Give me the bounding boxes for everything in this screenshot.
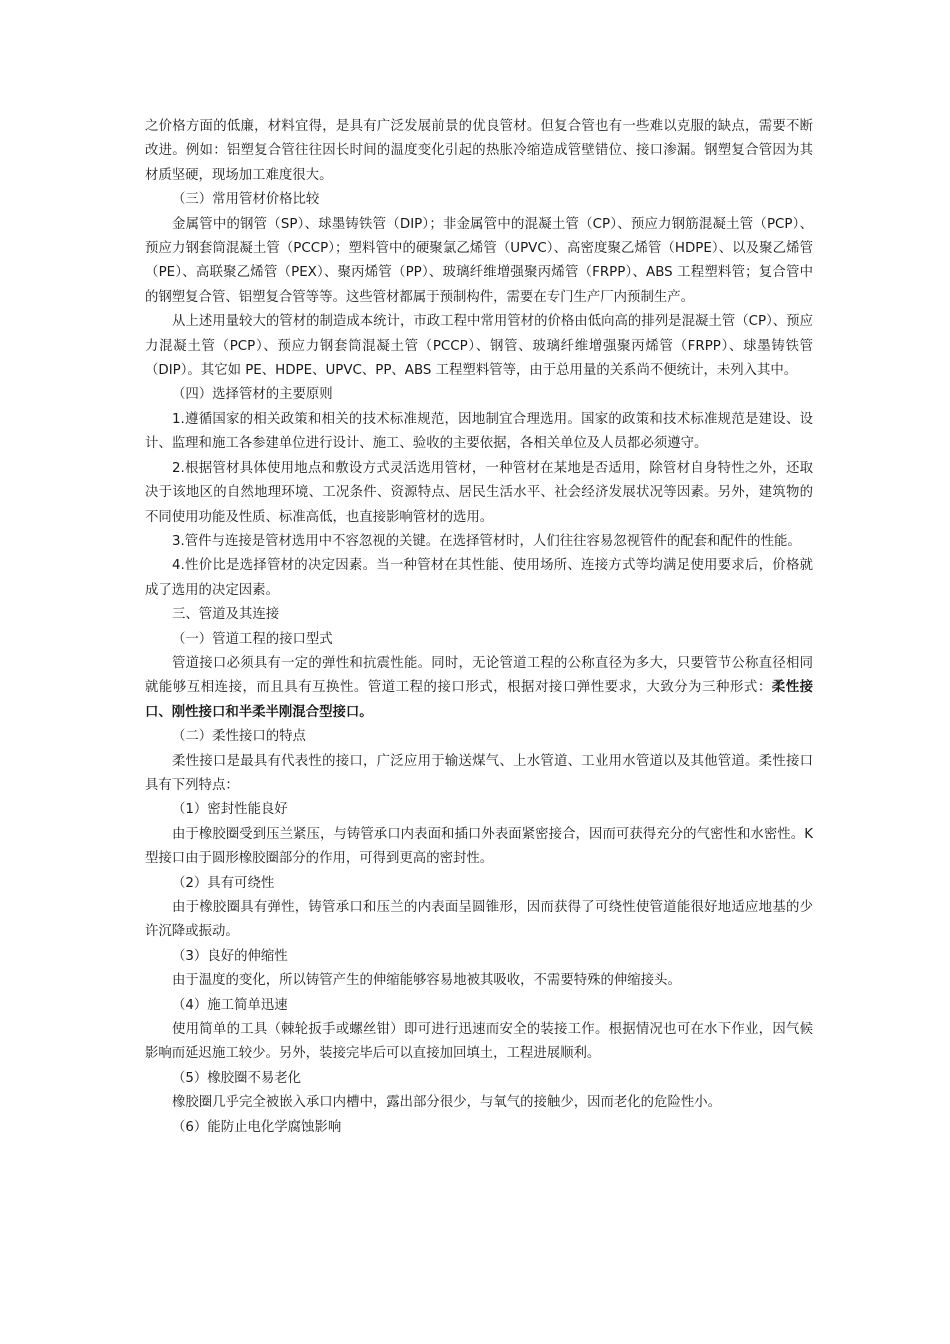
paragraph	[145, 652, 813, 725]
paragraph: 由于橡胶圈具有弹性，铸管承口和压兰的内表面呈圆锥形，因而获得了可绕性使管道能很好地适应地基的少许沉降或振动。	[145, 900, 813, 940]
subheading: （4）施工简单迅速	[172, 997, 288, 1013]
subheading: （6）能防止电化学腐蚀影响	[172, 1119, 342, 1135]
subheading: （1）密封性能良好	[172, 802, 288, 818]
section-heading: （二）柔性接口的特点	[172, 729, 306, 745]
list-item: 3.管件与连接是管材选用中不容忽视的关键。在选择管材时，人们往往容易忽视管件的配套和配件的性能。	[172, 533, 801, 549]
list-item: 1.遵循国家的相关政策和相关的技术标准规范，因地制宜合理选用。国家的政策和技术标准规范是建设、设计、监理和施工各参建单位进行设计、施工、验收的主要依据，各相关单位及人员都必须遵守。	[145, 411, 813, 452]
document-body	[145, 115, 813, 1140]
paragraph: 金属管中的钢管（SP）、球墨铸铁管（DIP）；非金属管中的混凝土管（CP）、预应力钢筋混凝土管（PCP）、预应力钢套筒混凝土管（PCCP）；塑料管中的硬聚氯乙烯管（UPVC）、高密度聚乙烯管（HDPE）、以及聚乙烯管（PE）、高联聚乙烯管（PEX）、聚丙烯管（PP）、玻璃纤维增强聚丙烯管（FRPP）、ABS 工程塑料管；复合管中的钢塑复合管、铝塑复合管等等。这些管材都属于预制构件，需要在专门生产厂内预制生产。	[145, 216, 813, 305]
paragraph-text: 管道接口必须具有一定的弹性和抗震性能。同时，无论管道工程的公称直径为多大，只要管节公称直径相同就能够互相连接，而且具有互换性。管道工程的接口形式，根据对接口弹性要求，大致分为三种形式：	[145, 655, 813, 696]
paragraph: 柔性接口是最具有代表性的接口，广泛应用于输送煤气、上水管道、工业用水管道以及其他管道。柔性接口具有下列特点：	[145, 753, 813, 793]
chapter-heading: 三、管道及其连接	[172, 607, 280, 623]
subheading: （5）橡胶圈不易老化	[172, 1070, 302, 1086]
paragraph: 从上述用量较大的管材的制造成本统计，市政工程中常用管材的价格由低向高的排列是混凝土管（CP）、预应力混凝土管（PCP）、预应力钢套筒混凝土管（PCCP）、钢管、玻璃纤维增强聚丙烯管（FRPP）、球墨铸铁管（DIP）。其它如 PE、HDPE、UPVC、PP、ABS 工程塑料管等，由于总用量的关系尚不便统计，未列入其中。	[145, 314, 813, 379]
list-item: 2.根据管材具体使用地点和敷设方式灵活选用管材，一种管材在某地是否适用，除管材自身特性之外，还取决于该地区的自然地理环境、工况条件、资源特点、居民生活水平、社会经济发展状况等因素。另外，建筑物的不同使用功能及性质、标准高低，也直接影响管材的选用。	[145, 460, 813, 525]
paragraph: 之价格方面的低廉，材料宜得，是具有广泛发展前景的优良管材。但复合管也有一些难以克服的缺点，需要不断改进。例如：铝塑复合管往往因长时间的温度变化引起的热胀冷缩造成管壁错位、接口渗漏。钢塑复合管因为其材质坚硬，现场加工难度很大。	[145, 119, 813, 183]
paragraph: 由于橡胶圈受到压兰紧压，与铸管承口内表面和插口外表面紧密接合，因而可获得充分的气密性和水密性。K 型接口由于圆形橡胶圈部分的作用，可得到更高的密封性。	[145, 826, 813, 867]
section-heading: （三）常用管材价格比较	[172, 192, 320, 208]
paragraph: 使用简单的工具（棘轮扳手或螺丝钳）即可进行迅速而安全的装接工作。根据情况也可在水下作业，因气候影响而延迟施工较少。另外，装接完毕后可以直接加回填土，工程进展顺利。	[145, 1022, 813, 1062]
section-heading: （一）管道工程的接口型式	[172, 631, 333, 647]
section-heading: （四）选择管材的主要原则	[172, 387, 333, 403]
subheading: （3）良好的伸缩性	[172, 948, 288, 964]
bold-emphasis: 柔性接口、刚性接口和半柔半刚混合型接口。	[145, 680, 814, 720]
subheading: （2）具有可绕性	[172, 875, 275, 891]
paragraph: 橡胶圈几乎完全被嵌入承口内槽中，露出部分很少，与氧气的接触少，因而老化的危险性小。	[172, 1095, 722, 1111]
list-item: 4.性价比是选择管材的决定因素。当一种管材在其性能、使用场所、连接方式等均满足使用要求后，价格就成了选用的决定因素。	[145, 558, 813, 598]
paragraph: 由于温度的变化，所以铸管产生的伸缩能够容易地被其吸收，不需要特殊的伸缩接头。	[172, 973, 681, 989]
